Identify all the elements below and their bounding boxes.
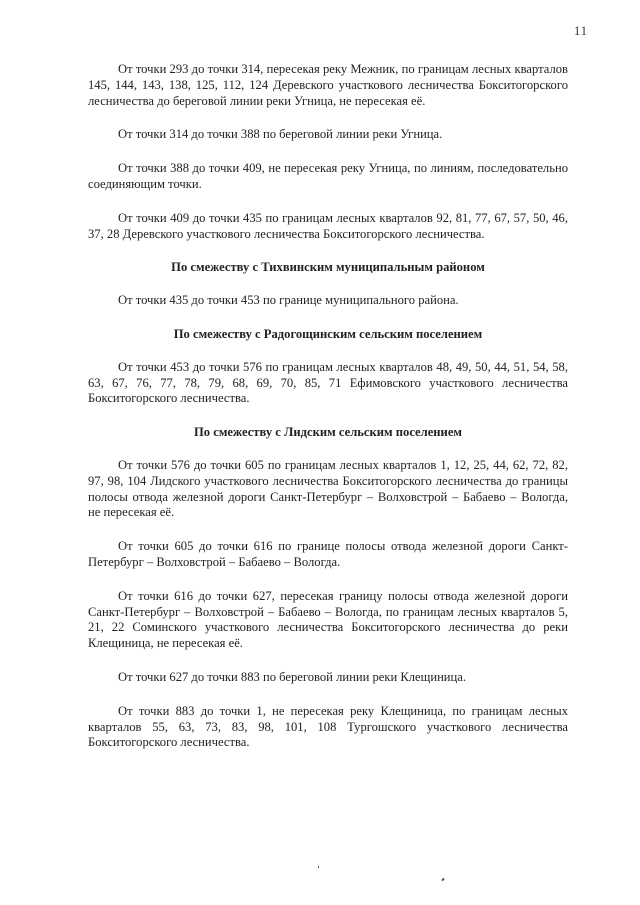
- paragraph-314-388: От точки 314 до точки 388 по береговой линии реки Угница.: [118, 127, 443, 142]
- paragraph-616-627: От точки 616 до точки 627, пересекая границу полосы отвода железной дороги Санкт-Петербург – Волховстрой – Бабаево – Вологда, по границам лесных кварталов 5, 21, 22 Соминского участкового лесничества Бокситогорского лесничества до реки Клещиница, не пересекая её.: [88, 588, 568, 651]
- paragraph-293-314: От точки 293 до точки 314, пересекая реку Межник, по границам лесных кварталов 145, 144, 143, 138, 125, 112, 124 Деревского участкового лесничества Бокситогорского лесничества до береговой линии реки Угница, не пересекая её.: [88, 62, 568, 108]
- heading-tikhvin: По смежеству с Тихвинским муниципальным районом: [171, 260, 485, 275]
- heading-lidskoe: По смежеству с Лидским сельским поселением: [194, 425, 462, 440]
- page-number: 11: [573, 24, 588, 38]
- paragraph-627-883: От точки 627 до точки 883 по береговой линии реки Клещиница.: [118, 669, 467, 684]
- paragraph-409-435: От точки 409 до точки 435 по границам лесных кварталов 92, 81, 77, 67, 57, 50, 46, 37, 28 Деревского участкового лесничества Бокситогорского лесничества.: [88, 210, 568, 241]
- paragraph-388-409: От точки 388 до точки 409, не пересекая реку Угница, по линиям, последовательно соединяющим точки.: [88, 161, 568, 191]
- document-body: [88, 62, 568, 751]
- paragraph-453-576: От точки 453 до точки 576 по границам лесных кварталов 48, 49, 50, 44, 51, 54, 58, 63, 67, 76, 77, 78, 79, 68, 69, 70, 85, 71 Ефимовского участкового лесничества Бокситогорского лесничества.: [88, 359, 568, 406]
- heading-radogoshchinskoe: По смежеству с Радогощинским сельским поселением: [173, 326, 483, 341]
- scan-speck: [318, 866, 319, 868]
- paragraph-883-1: От точки 883 до точки 1, не пересекая реку Клещиница, по границам лесных кварталов 55, 63, 73, 83, 98, 101, 108 Тургошского участкового лесничества Бокситогорского лесничества.: [88, 703, 568, 750]
- paragraph-605-616: От точки 605 до точки 616 по границе полосы отвода железной дороги Санкт-Петербург – Волховстрой – Бабаево – Вологда.: [88, 539, 568, 569]
- scan-speck: [441, 878, 444, 882]
- paragraph-435-453: От точки 435 до точки 453 по границе муниципального района.: [118, 293, 459, 308]
- paragraph-576-605: От точки 576 до точки 605 по границам лесных кварталов 1, 12, 25, 44, 62, 72, 82, 97, 98, 104 Лидского участкового лесничества Бокситогорского лесничества до границы полосы отвода железной дороги Санкт-Петербург – Волховстрой – Бабаево – Вологда, не пересекая её.: [88, 457, 568, 520]
